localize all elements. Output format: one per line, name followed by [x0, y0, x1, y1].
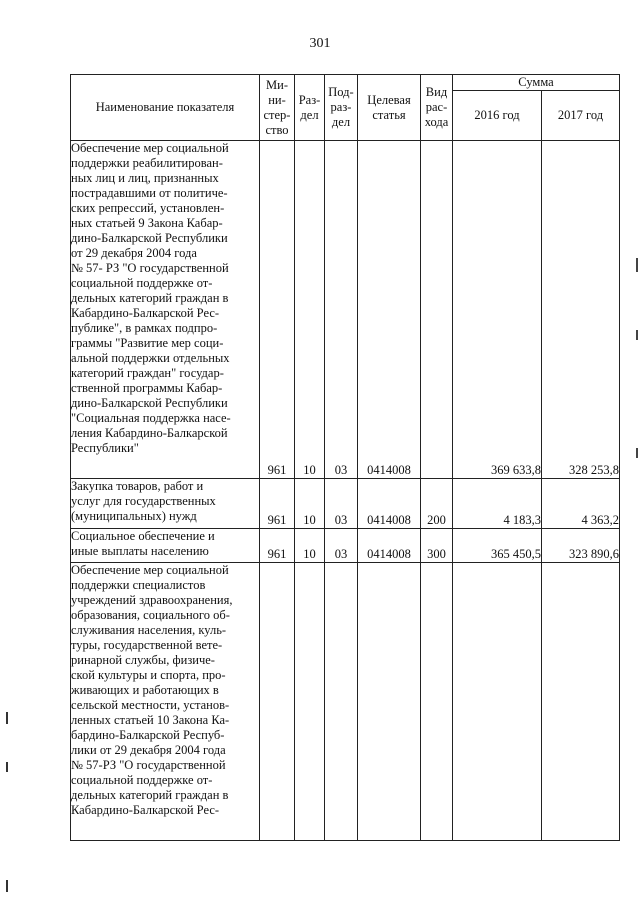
row-amount-2017: 328 253,8	[542, 141, 620, 479]
scan-edge-mark	[636, 448, 638, 458]
row-subsection: 03	[325, 479, 358, 529]
header-section: Раз- дел	[295, 75, 325, 141]
row-ministry: 961	[260, 141, 295, 479]
row-expense-type	[421, 141, 453, 479]
row-section: 10	[295, 141, 325, 479]
header-ministry: Ми- ни- стер- ство	[260, 75, 295, 141]
row-ministry: 961	[260, 479, 295, 529]
row-amount-2016: 369 633,8	[453, 141, 542, 479]
row-section: 10	[295, 479, 325, 529]
row-amount-2016: 365 450,5	[453, 529, 542, 563]
row-amount-2016: 4 183,3	[453, 479, 542, 529]
table-row	[71, 479, 620, 529]
row-target: 0414008	[358, 529, 421, 563]
row-name: Социальное обеспечение и иные выплаты населению	[71, 529, 260, 563]
row-target: 0414008	[358, 141, 421, 479]
row-amount-2017: 323 890,6	[542, 529, 620, 563]
row-subsection: 03	[325, 529, 358, 563]
header-target: Целевая статья	[358, 75, 421, 141]
row-ministry	[260, 563, 295, 841]
header-year-2016: 2016 год	[453, 91, 542, 141]
row-subsection: 03	[325, 141, 358, 479]
row-amount-2017	[542, 563, 620, 841]
scan-edge-mark	[6, 762, 8, 772]
header-subsection: Под- раз- дел	[325, 75, 358, 141]
row-section	[295, 563, 325, 841]
row-expense-type: 300	[421, 529, 453, 563]
scan-edge-mark	[636, 330, 638, 340]
row-target	[358, 563, 421, 841]
row-ministry: 961	[260, 529, 295, 563]
header-sum: Сумма	[453, 75, 620, 91]
table-row	[71, 141, 620, 479]
table-row	[71, 529, 620, 563]
row-amount-2016	[453, 563, 542, 841]
row-name: Закупка товаров, работ и услуг для государственных (муниципальных) нужд	[71, 479, 260, 529]
row-expense-type	[421, 563, 453, 841]
scan-edge-mark	[6, 880, 8, 892]
header-year-2017: 2017 год	[542, 91, 620, 141]
header-name: Наименование показателя	[71, 75, 260, 141]
row-name: Обеспечение мер социальной поддержки реабилитирован- ных лиц и лиц, признанных пострадавшими от политиче- ских репрессий, установлен- ных статьей 9 Закона Кабар- дино-Балкарской Республики от 29 декабря 2004 года № 57- РЗ "О государственной социальной поддержке от- дельных категорий граждан в Кабардино-Балкарской Рес- публике", в рамках подпро- граммы "Развитие мер соци- альной поддержки отдельных категорий граждан" государ- ственной программы Кабар- дино-Балкарской Республики "Социальная поддержка насе- ления Кабардино-Балкарской Республики"	[71, 141, 260, 479]
header-expense-type: Вид рас- хода	[421, 75, 453, 141]
scan-edge-mark	[636, 258, 638, 272]
row-subsection	[325, 563, 358, 841]
scan-edge-mark	[6, 712, 8, 724]
row-target: 0414008	[358, 479, 421, 529]
row-expense-type: 200	[421, 479, 453, 529]
row-section: 10	[295, 529, 325, 563]
table-row	[71, 563, 620, 841]
budget-table	[70, 74, 620, 841]
row-name: Обеспечение мер социальной поддержки специалистов учреждений здравоохранения, образования, социального об- служивания населения, куль- туры, государственной вете- ринарной службы, физиче- ской культуры и спорта, про- живающих и работающих в сельской местности, установ- ленных статьей 10 Закона Ка- бардино-Балкарской Респуб- лики от 29 декабря 2004 года № 57-РЗ "О государственной социальной поддержке от- дельных категорий граждан в Кабардино-Балкарской Рес-	[71, 563, 260, 841]
page-number: 301	[309, 36, 331, 51]
row-amount-2017: 4 363,2	[542, 479, 620, 529]
